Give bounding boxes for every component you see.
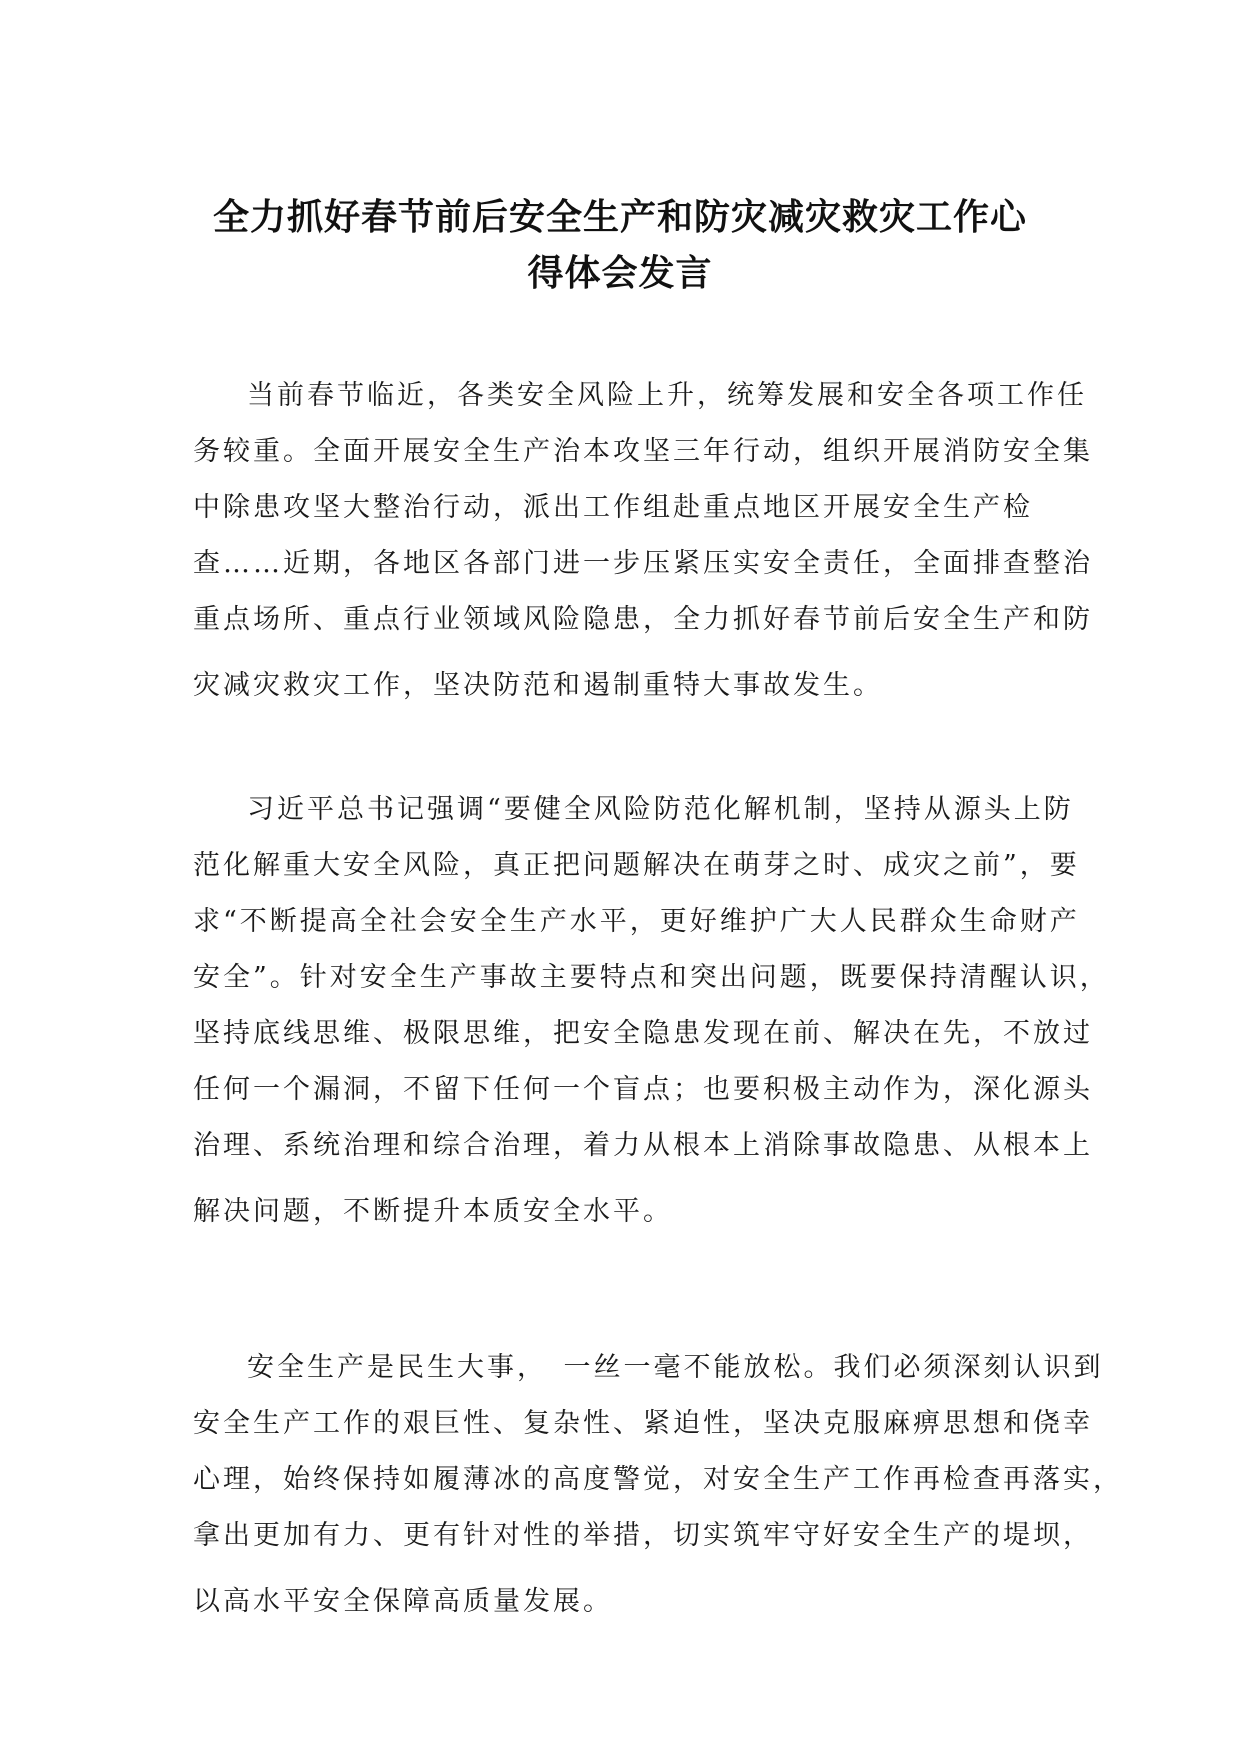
title-line: 全力抓好春节前后安全生产和防灾减灾救灾工作心 (212, 197, 1027, 238)
paragraph-line: 治理、系统治理和综合治理，着力从根本上消除事故隐患、从根本上 (193, 1130, 1093, 1161)
paragraph-line: 范化解重大安全风险，真正把问题解决在萌芽之时、成灾之前”，要 (193, 850, 1080, 881)
paragraph-line: 中除患攻坚大整治行动，派出工作组赴重点地区开展安全生产检 (193, 492, 1033, 523)
paragraph-1 (193, 368, 1093, 714)
paragraph-line: 以高水平安全保障高质量发展。 (193, 1586, 613, 1617)
paragraph-2 (193, 782, 1110, 1240)
paragraph-line: 安全生产工作的艰巨性、复杂性、紧迫性，坚决克服麻痹思想和侥幸 (193, 1408, 1093, 1439)
paragraph-line: 查……近期，各地区各部门进一步压紧压实安全责任，全面排查整治 (193, 548, 1093, 579)
paragraph-3 (193, 1340, 1123, 1630)
paragraph-line: 任何一个漏洞，不留下任何一个盲点；也要积极主动作为，深化源头 (193, 1074, 1093, 1105)
paragraph-line: 求“不断提高全社会安全生产水平，更好维护广大人民群众生命财产 (193, 906, 1080, 937)
paragraph-line: 拿出更加有力、更有针对性的举措，切实筑牢守好安全生产的堤坝， (193, 1520, 1093, 1551)
paragraph-line: 安全”。针对安全生产事故主要特点和突出问题，既要保持清醒认识， (193, 962, 1110, 993)
paragraph-line: 习近平总书记强调“要健全风险防范化解机制，坚持从源头上防 (247, 794, 1074, 825)
paragraph-line: 重点场所、重点行业领域风险隐患，全力抓好春节前后安全生产和防 (193, 604, 1093, 635)
title-line: 得体会发言 (527, 253, 713, 294)
paragraph-line: 灾减灾救灾工作，坚决防范和遏制重特大事故发生。 (193, 670, 883, 701)
paragraph-line: 解决问题，不断提升本质安全水平。 (193, 1196, 673, 1227)
paragraph-line: 安全生产是民生大事， 一丝一毫不能放松。我们必须深刻认识到 (247, 1352, 1104, 1383)
paragraph-line: 当前春节临近，各类安全风险上升，统筹发展和安全各项工作任 (247, 380, 1087, 411)
paragraph-line: 心理，始终保持如履薄冰的高度警觉，对安全生产工作再检查再落实， (193, 1464, 1123, 1495)
document-title (160, 190, 1080, 302)
paragraph-line: 务较重。全面开展安全生产治本攻坚三年行动，组织开展消防安全集 (193, 436, 1093, 467)
paragraph-line: 坚持底线思维、极限思维，把安全隐患发现在前、解决在先，不放过 (193, 1018, 1093, 1049)
